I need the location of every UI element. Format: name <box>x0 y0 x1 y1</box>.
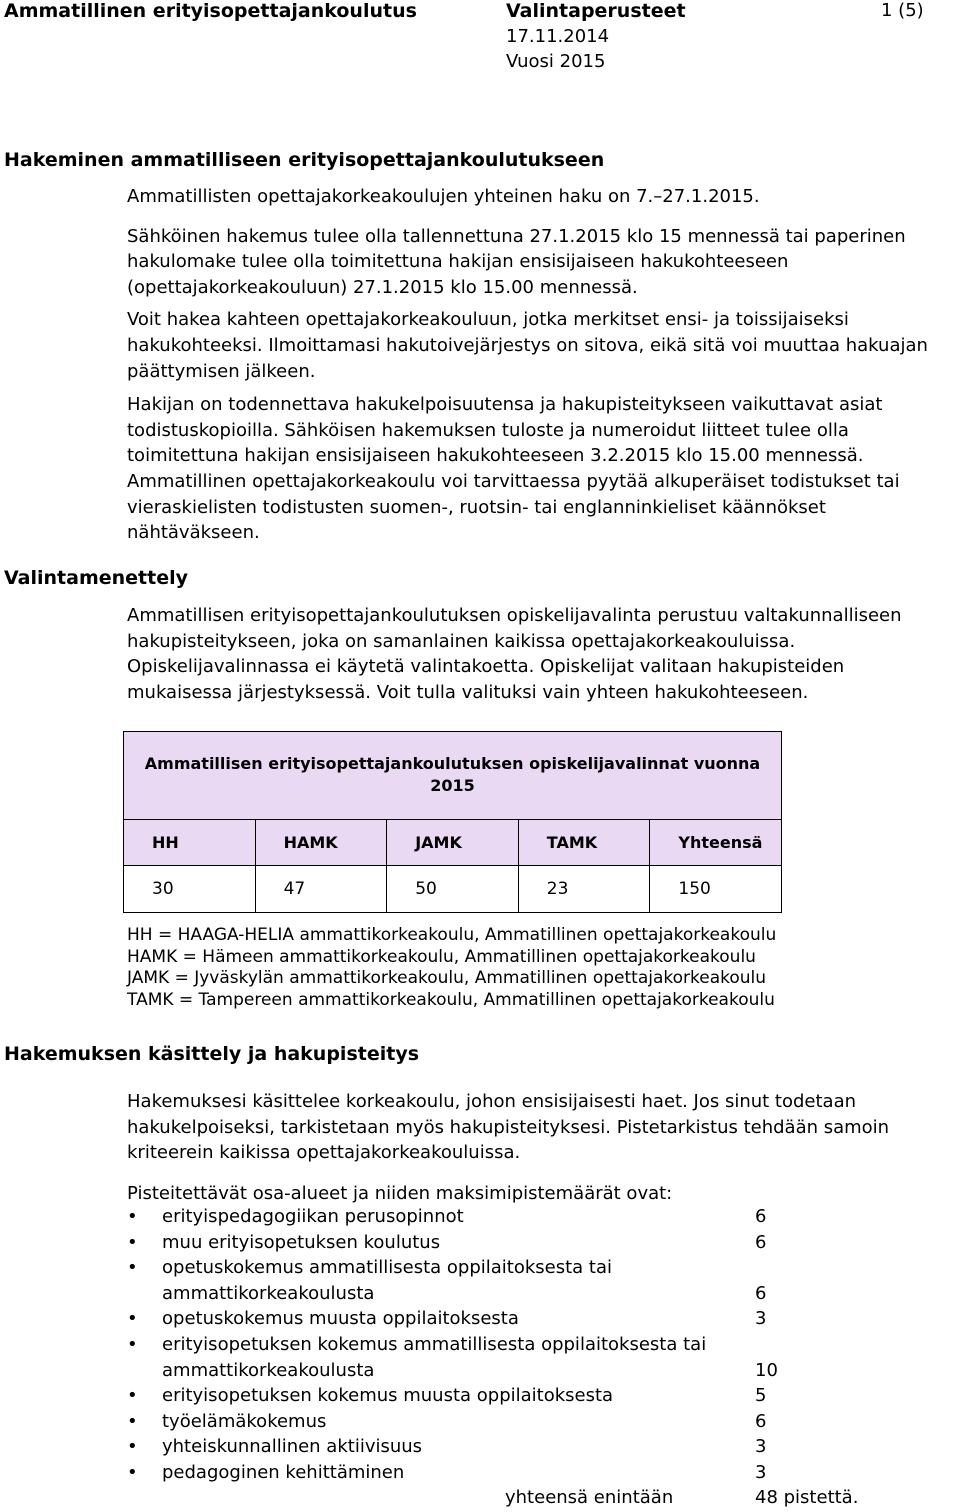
list-item <box>127 1230 887 1256</box>
table-cell: 47 <box>256 866 388 912</box>
document-title: Valintaperusteet <box>506 0 686 22</box>
applying-heading: Hakeminen ammatilliseen erityisopettajankoulutukseen <box>4 149 605 171</box>
criterion-points: 6 <box>755 1231 767 1253</box>
criterion-label: muu erityisopetuksen koulutus <box>162 1231 441 1253</box>
criterion-label: pedagoginen kehittäminen <box>162 1461 405 1483</box>
criterion-points: 5 <box>755 1385 767 1407</box>
table-cell: 150 <box>678 879 711 899</box>
table-header-row <box>124 820 781 866</box>
applying-paragraph-1: Ammatillisten opettajakorkeakoulujen yhteinen haku on 7.–27.1.2015. <box>127 186 760 207</box>
selection-paragraph: Ammatillisen erityisopettajankoulutuksen opiskelijavalinta perustuu valtakunnalliseen hakupisteitykseen, joka on samanlainen kaikissa opettajakorkeakouluissa. Opiskelijavalinnassa ei käytetä valintakoetta. Opiskelijat valitaan hakupisteiden mukaisessa järjestyksessä. Voit tulla valituksi vain yhteen hakukohteeseen. <box>127 605 902 703</box>
table-cell: 23 <box>519 866 651 912</box>
criterion-label: yhteiskunnallinen aktiivisuus <box>162 1436 423 1458</box>
criteria-intro: Pisteitettävät osa-alueet ja niiden maksimipistemäärät ovat: <box>127 1183 673 1204</box>
table-header-cell: Yhteensä <box>678 833 763 852</box>
document-date: 17.11.2014 <box>506 26 610 47</box>
table-header-cell: JAMK <box>387 820 519 865</box>
criterion-points: 3 <box>755 1436 767 1458</box>
table-cell: 30 <box>124 866 256 912</box>
selection-heading: Valintamenettely <box>4 567 188 589</box>
list-item <box>127 1434 887 1460</box>
list-item <box>127 1460 887 1486</box>
criterion-points: 10 <box>755 1359 778 1381</box>
document-year: Vuosi 2015 <box>506 51 606 72</box>
criterion-label: • opetuskokemus ammatillisesta oppilaitoksesta tai ammattikorkeakoulusta <box>162 1257 612 1304</box>
list-item <box>127 1306 887 1332</box>
list-item <box>127 1204 887 1230</box>
processing-heading: Hakemuksen käsittely ja hakupisteitys <box>4 1043 420 1065</box>
criterion-points: 6 <box>755 1206 767 1227</box>
criterion-points: 3 <box>755 1308 767 1330</box>
criterion-points: 3 <box>755 1461 767 1483</box>
abbreviation-item: TAMK = Tampereen ammattikorkeakoulu, Ammatillinen opettajakorkeakoulu <box>127 989 775 1010</box>
applying-paragraph-4: Hakijan on todennettava hakukelpoisuutensa ja hakupisteitykseen vaikuttavat asiat todistuskopioilla. Sähköisen hakemuksen tuloste ja numeroidut liitteet tulee olla toimitettuna hakijan ensisijaiseen hakukohteeseen 3.2.2015 klo 15.00 mennessä. Ammatillinen opettajakorkeakoulu voi tarvittaessa pyytää alkuperäiset todistukset tai vieraskielisten todistusten suomen-, ruotsin- tai englanninkieliset käännökset nähtäväkseen. <box>127 394 900 544</box>
criterion-points: 6 <box>755 1410 767 1432</box>
criterion-label: • erityisopetuksen kokemus ammatillisesta oppilaitoksesta tai ammattikorkeakoulusta <box>162 1333 707 1381</box>
criterion-label: erityisopetuksen kokemus muusta oppilaitoksesta <box>162 1385 614 1407</box>
table-title-text: Ammatillisen erityisopettajankoulutuksen opiskelijavalinnat vuonna 2015 <box>144 754 761 795</box>
list-item <box>127 1383 887 1409</box>
criterion-points: 6 <box>755 1282 767 1304</box>
list-item <box>127 1332 887 1383</box>
abbreviation-list <box>127 925 776 1011</box>
table-header-cell: TAMK <box>519 820 651 865</box>
table-title <box>124 732 781 820</box>
applying-paragraph-3: Voit hakea kahteen opettajakorkeakouluun, jotka merkitset ensi- ja toissijaiseksi hakukohteeksi. Ilmoittamasi hakutoivejärjestys on sitova, eikä sitä voi muuttaa hakuajan päättymisen jälkeen. <box>127 309 928 382</box>
program-name: Ammatillinen erityisopettajankoulutus <box>4 0 417 22</box>
criterion-label: erityispedagogiikan perusopinnot <box>162 1206 464 1227</box>
criterion-label: työelämäkokemus <box>162 1410 327 1432</box>
criteria-total-points: 48 pistettä. <box>755 1487 859 1508</box>
criteria-list <box>127 1204 887 1486</box>
criteria-total-label: yhteensä enintään <box>505 1487 674 1508</box>
processing-paragraph: Hakemuksesi käsittelee korkeakoulu, johon ensisijaisesti haet. Jos sinut todetaan hakukelpoiseksi, tarkistetaan myös hakupisteityksesi. Pistetarkistus tehdään samoin kriteerein kaikissa opettajakorkeakouluissa. <box>127 1091 890 1164</box>
list-item <box>127 1409 887 1435</box>
abbreviation-item: HAMK = Hämeen ammattikorkeakoulu, Ammatillinen opettajakorkeakoulu <box>127 946 756 967</box>
applying-body <box>127 184 957 560</box>
abbreviation-item: HH = HAAGA-HELIA ammattikorkeakoulu, Ammatillinen opettajakorkeakoulu <box>127 925 777 945</box>
abbreviation-item: JAMK = Jyväskylän ammattikorkeakoulu, Ammatillinen opettajakorkeakoulu <box>127 968 767 988</box>
page-number: 1 (5) <box>881 0 924 21</box>
table-row <box>124 866 781 912</box>
admissions-table <box>123 731 782 913</box>
table-header-cell: HH <box>124 820 256 865</box>
applying-paragraph-2: Sähköinen hakemus tulee olla tallennettuna 27.1.2015 klo 15 mennessä tai paperinen hakulomake tulee olla toimitettuna hakijan ensisijaiseen hakukohteeseen (opettajakorkeakouluun) 27.1.2015 klo 15.00 mennessä. <box>127 225 906 298</box>
table-header-cell: HAMK <box>256 820 388 865</box>
list-item <box>127 1255 887 1306</box>
table-cell: 50 <box>387 866 519 912</box>
criterion-label: opetuskokemus muusta oppilaitoksesta <box>162 1308 519 1330</box>
